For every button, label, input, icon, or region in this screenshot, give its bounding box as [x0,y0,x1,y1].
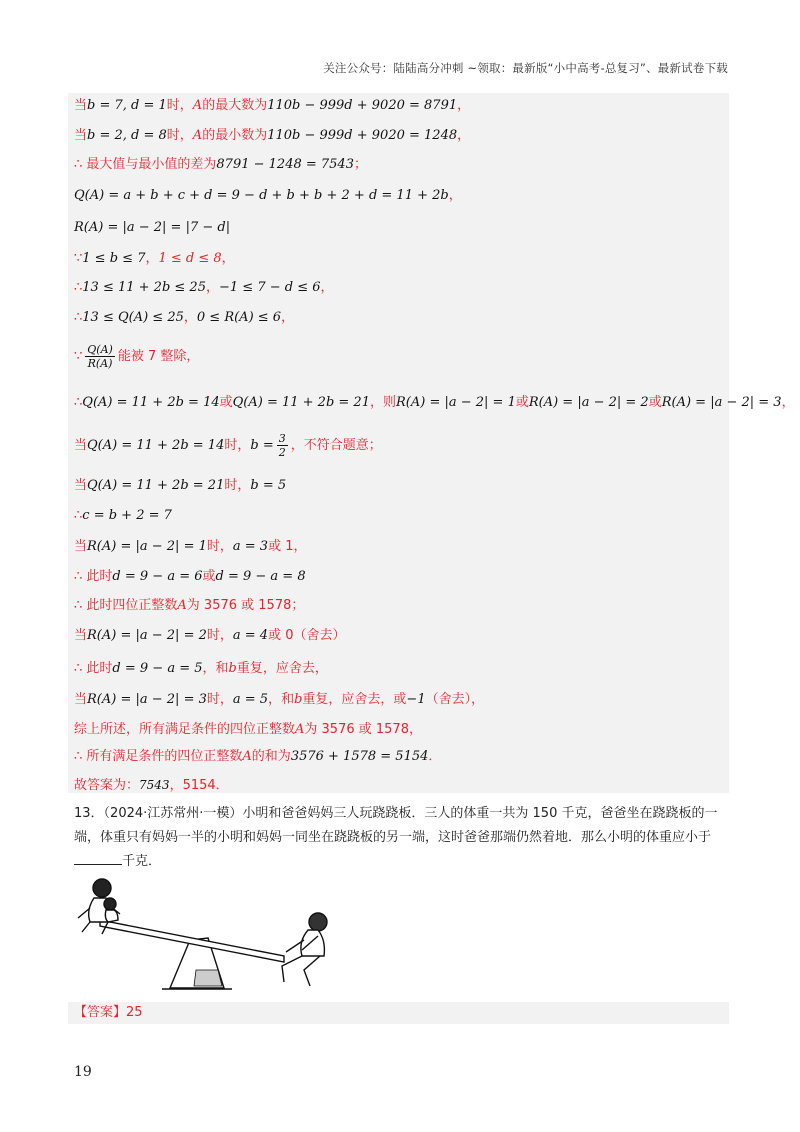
page-number: 19 [74,1064,92,1080]
question-13: 13．（2024·江苏常州·一模）小明和爸爸妈妈三人玩跷跷板．三人的体重一共为 150 千克，爸爸坐在跷跷板的一端，体重只有妈妈一半的小明和妈妈一同坐在跷跷板的另一端，这时爸爸那端仍然着地．那么小明的体重应小于千克． [74,806,718,869]
solution-line-17: 当R(A) = |a − 2| = 2时，a = 4或 0（舍去） [74,628,346,643]
answer-blank [74,850,122,865]
solution-line-5: R(A) = |a − 2| = |7 − d| [74,220,231,235]
solution-line-4: Q(A) = a + b + c + d = 9 − d + b + b + 2 + d = 11 + 2b， [74,188,462,203]
solution-line-14: 当R(A) = |a − 2| = 1时，a = 3或 1， [74,539,307,554]
answer-label: 【答案】25 [74,1005,143,1020]
fraction-q-over-r: $\frac{Q(A)}{R(A)}$ [87,343,113,370]
solution-line-16: ∴ 此时四位正整数A为 3576 或 1578； [74,598,305,613]
solution-line-2: 当b = 2, d = 8时，A的最小数为110b − 999d + 9020 = 1248， [74,128,471,143]
fraction-three-halves: $\frac{3}{2}$ [278,432,286,459]
page-header: 关注公众号：陆陆高分冲刺 ~领取：最新版“小中高考-总复习”、最新试卷下载 [323,61,728,75]
seesaw-illustration [72,870,342,1000]
solution-line-15: ∴ 此时d = 9 − a = 6或d = 9 − a = 8 [74,569,306,584]
solution-line-10: ∴Q(A) = 11 + 2b = 14或Q(A) = 11 + 2b = 21，则R(A) = |a − 2| = 1或R(A) = |a − 2| = 2或R(A) = |a − 2| = 3， [74,395,795,410]
solution-line-11: 当Q(A) = 11 + 2b = 14时，b = $\frac{3}{2}$ ，不符合题意； [74,432,382,459]
solution-line-7: ∴13 ≤ 11 + 2b ≤ 25，−1 ≤ 7 − d ≤ 6， [74,280,334,295]
solution-line-20: 综上所述，所有满足条件的四位正整数A为 3576 或 1578， [74,722,422,737]
solution-line-22: 故答案为：7543，5154． [74,778,229,793]
solution-line-18: ∴ 此时d = 9 − a = 5，和b重复，应舍去， [74,661,328,676]
answer-bar [68,1002,729,1024]
solution-line-6: ∵1 ≤ b ≤ 7，1 ≤ d ≤ 8， [74,251,235,266]
solution-line-1: 当b = 7, d = 1时，A的最大数为110b − 999d + 9020 = 8791， [74,98,471,113]
solution-line-19: 当R(A) = |a − 2| = 3时，a = 5，和b重复，应舍去，或−1（舍去）， [74,692,485,707]
solution-line-12: 当Q(A) = 11 + 2b = 21时，b = 5 [74,478,287,493]
solution-line-21: ∴ 所有满足条件的四位正整数A的和为3576 + 1578 = 5154． [74,749,442,764]
solution-line-13: ∴c = b + 2 = 7 [74,508,172,523]
solution-line-3: ∴ 最大值与最小值的差为8791 − 1248 = 7543； [74,157,367,172]
solution-line-8: ∴13 ≤ Q(A) ≤ 25，0 ≤ R(A) ≤ 6， [74,310,295,325]
solution-line-9: ∵ $\frac{Q(A)}{R(A)}$ 能被 7 整除， [74,343,200,370]
